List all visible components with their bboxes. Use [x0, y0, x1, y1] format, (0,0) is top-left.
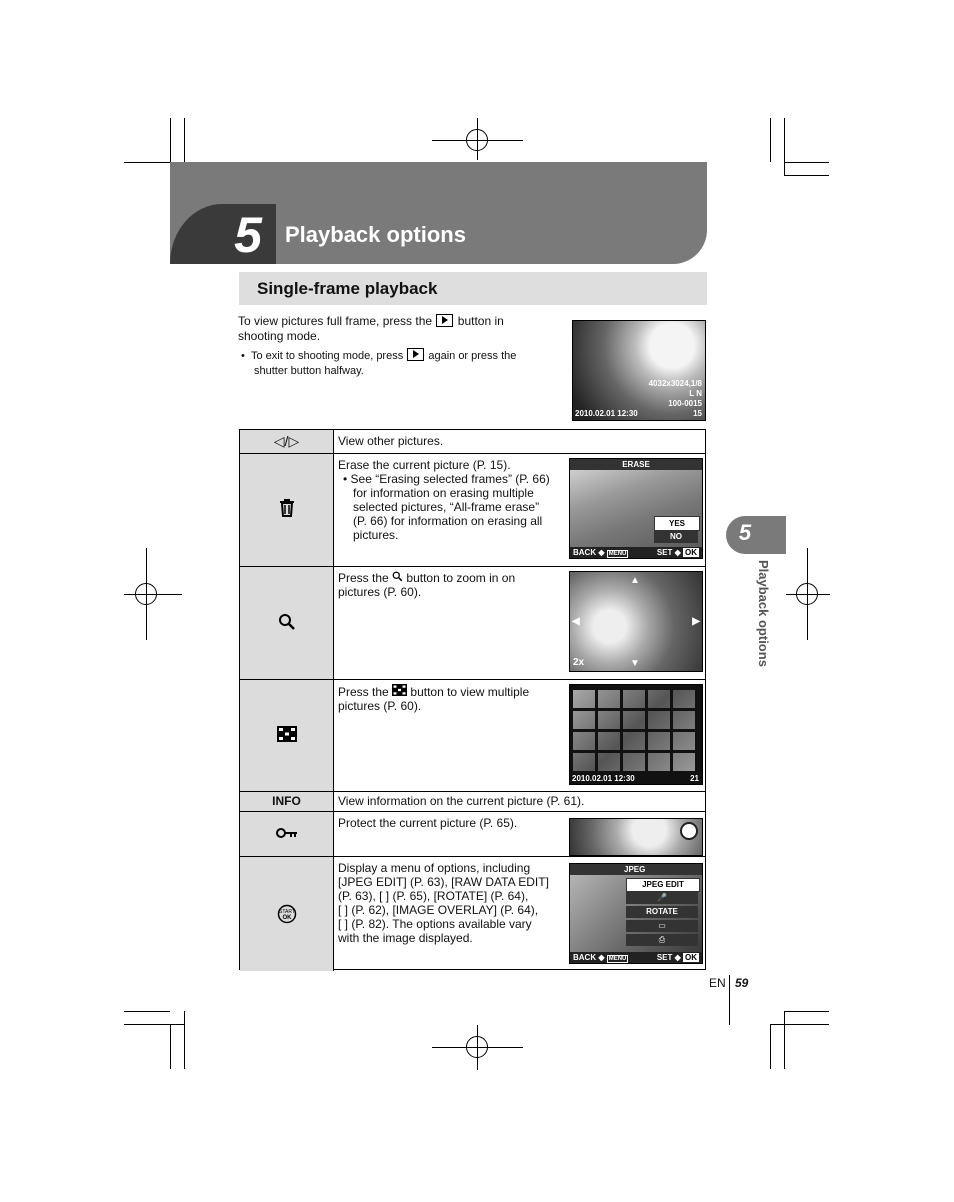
- protect-screen: [569, 818, 703, 856]
- table-row: Erase the current picture (P. 15). • See “Erasing selected frames” (P. 66) for information on erasing multiple selected pictures, “All-frame erase” (P. 66) for information on erasing all pictures. ERASE YES NO BACK ◆ MENU SET ◆ OK: [240, 453, 705, 566]
- jpeg-edit-menu-item[interactable]: JPEG EDIT: [626, 878, 700, 892]
- side-chapter-number: 5: [738, 520, 752, 545]
- svg-text:START: START: [278, 909, 295, 915]
- zoom-screen: ▲ ▼ ◀ ▶ 2x: [569, 571, 703, 672]
- intro-bullet: • To exit to shooting mode, press again or press the shutter button halfway.: [241, 350, 517, 377]
- print-order-menu-item[interactable]: ⎙: [626, 934, 698, 946]
- index-view-icon: [240, 726, 333, 747]
- arrow-left-right-icon: ◁/▷: [273, 433, 300, 449]
- intro-paragraph: To view pictures full frame, press the button in shooting mode.: [238, 314, 504, 343]
- index-view-icon: [392, 684, 407, 696]
- playback-button-icon: [407, 348, 424, 361]
- jpeg-menu-screen: JPEG JPEG EDIT 🎤 ROTATE ▭ ⎙ BACK ◆ MENU SET ◆ OK: [569, 863, 703, 964]
- index-screen: 2010.02.01 12:30 21: [569, 684, 703, 785]
- protect-key-icon: [240, 826, 333, 844]
- footer-language: EN: [709, 976, 726, 990]
- table-row: Press the button to zoom in on pictures (P. 60). ▲ ▼ ◀ ▶ 2x: [240, 566, 705, 679]
- section-title: Single-frame playback: [257, 279, 438, 298]
- trash-icon: [240, 498, 333, 523]
- zoom-magnifier-icon: [392, 571, 403, 582]
- chapter-number: 5: [234, 207, 262, 263]
- start-ok-button-icon: [240, 904, 333, 929]
- protect-key-icon: [680, 822, 698, 840]
- table-row: INFO View information on the current picture (P. 61).: [240, 791, 705, 811]
- table-row: ◁/▷ View other pictures.: [240, 430, 705, 453]
- playback-options-table: [239, 429, 706, 970]
- erase-bullet: • See “Erasing selected frames” (P. 66) for information on erasing multiple selected pictures, “All-frame erase” (P. 66) for information on erasing all pictures.: [343, 472, 550, 542]
- table-row: Press the button to view multiple pictures (P. 60). 2010.02.01 12:30 21: [240, 679, 705, 791]
- chapter-title: Playback options: [285, 222, 466, 247]
- preview-photo: 4032x3024,1/8 L N 100-0015 2010.02.01 12:30 15: [572, 320, 706, 421]
- playback-button-icon: [436, 314, 453, 327]
- info-button-label: INFO: [272, 794, 301, 808]
- zoom-magnifier-icon: [240, 613, 333, 636]
- side-chapter-label: Playback options: [756, 560, 771, 667]
- erase-screen: ERASE YES NO BACK ◆ MENU SET ◆ OK: [569, 458, 703, 559]
- erase-yes-option[interactable]: YES: [654, 516, 700, 531]
- svg-text:OK: OK: [282, 915, 291, 921]
- page-number: 59: [735, 976, 749, 990]
- rotate-menu-item[interactable]: ROTATE: [626, 906, 698, 918]
- table-row: START OK Display a menu of options, including [JPEG EDIT] (P. 63), [RAW DATA EDIT] (P. 63), [ ] (P. 65), [ROTATE] (P. 64), [ ] (P. 62), [IMAGE OVERLAY] (P. 64), [ ] (P. 82). The options available vary with the image displayed. JPEG JPEG EDIT 🎤 ROTATE ▭ ⎙ BACK ◆ MENU SET ◆ OK: [240, 856, 705, 971]
- erase-no-option[interactable]: NO: [654, 531, 698, 543]
- slideshow-menu-item[interactable]: ▭: [626, 920, 698, 932]
- table-row: Protect the current picture (P. 65).: [240, 811, 705, 856]
- voice-memo-menu-item[interactable]: 🎤: [626, 892, 698, 904]
